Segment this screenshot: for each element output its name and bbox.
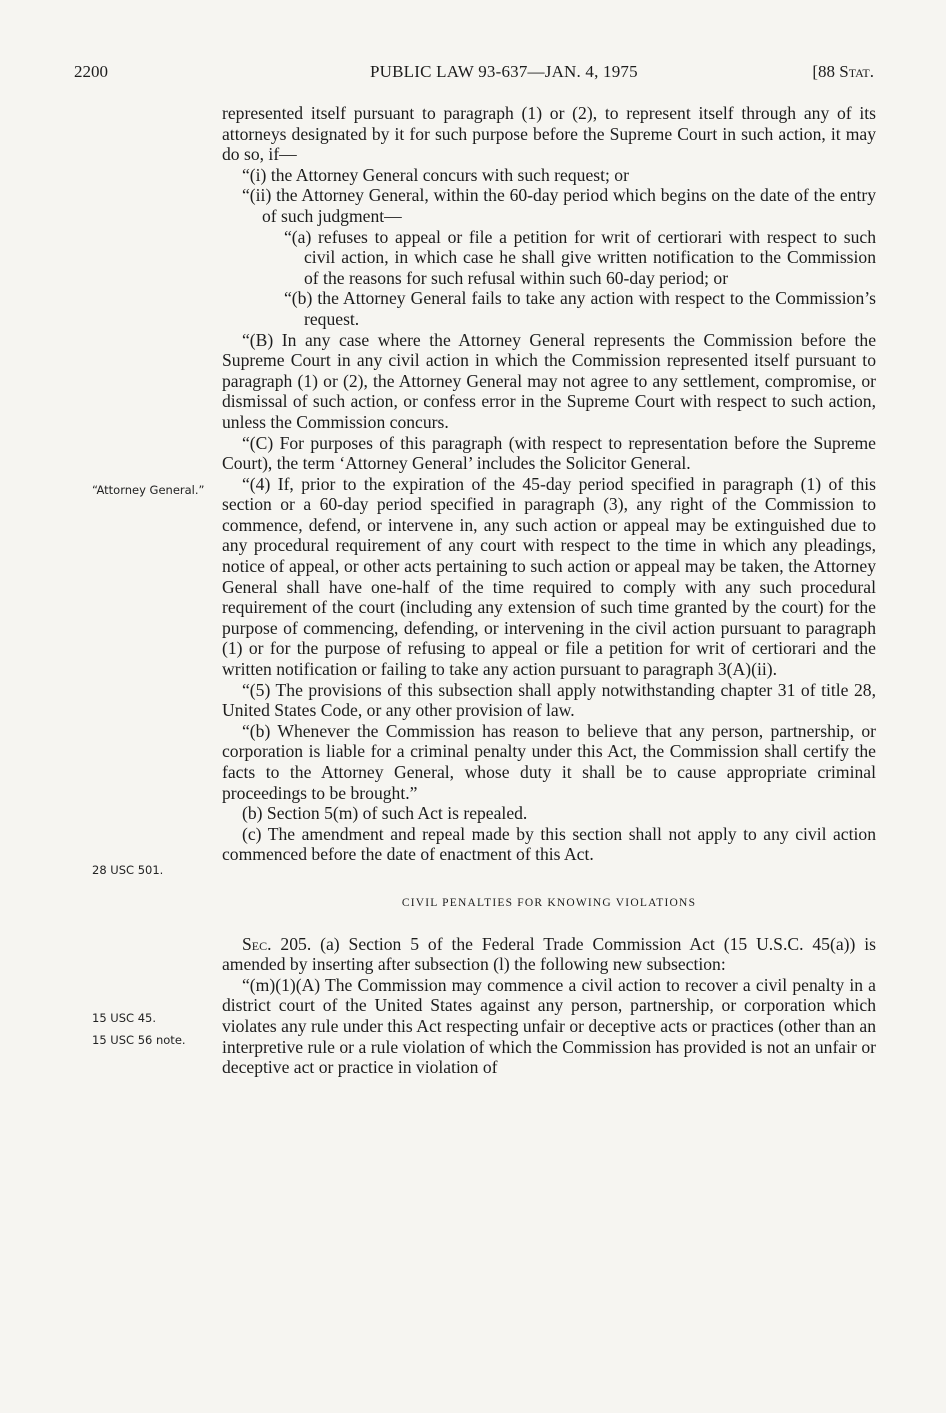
paragraph: represented itself pursuant to paragraph (1) or (2), to represent itself through any of its attorneys designated by it for such purpose before the Supreme Court in such action, it may do so, if— — [222, 103, 876, 165]
section-heading: CIVIL PENALTIES FOR KNOWING VIOLATIONS — [401, 896, 697, 909]
paragraph: “(4) If, prior to the expiration of the 45-day period specified in paragraph (1) of this section or a 60-day period specified in paragraph (3), any right of the Commission to commence, defend, or intervene in, any such action or appeal may be extinguished due to any procedural requirement of any court with respect to the time in which any pleadings, notice of appeal, or other acts pertaining to such action or appeal may be taken, the Attorney General shall have one-half of the time required to comply with any such procedural requirement of the court (including any extension of such time granted by the court) for the purpose of commencing, defending, or intervening in the civil action pursuant to paragraph (1) or for the purpose of refusing to appeal or file a petition for writ of certiorari and the written notification or failing to take any action pursuant to paragraph 3(A)(ii). — [222, 473, 876, 680]
paragraph: “(m)(1)(A) The Commission may commence a civil action to recover a civil penalty in a district court of the United States against any person, partnership, or corporation which violates any rule under this Act respecting unfair or deceptive acts or practices (other than an interpretive rule or a rule violation of which the Commission has provided is not an unfair or deceptive act or practice in violation of — [222, 974, 876, 1078]
page-title: PUBLIC LAW 93-637—JAN. 4, 1975 — [370, 62, 638, 81]
body-text — [222, 103, 876, 1078]
margin-note-15-usc-56: 15 USC 56 note. — [92, 1033, 186, 1047]
paragraph: “(i) the Attorney General concurs with such request; or — [242, 164, 629, 185]
margin-note-15-usc-45: 15 USC 45. — [92, 1011, 156, 1025]
paragraph: “(b) the Attorney General fails to take any action with respect to the Commission’s request. — [284, 288, 876, 329]
page-number: 2200 — [74, 62, 108, 81]
paragraph: Sec. 205. (a) Section 5 of the Federal Trade Commission Act (15 U.S.C. 45(a)) is amended by inserting after subsection (l) the following new subsection: — [222, 933, 876, 975]
page-header — [74, 62, 874, 86]
paragraph: “(C) For purposes of this paragraph (with respect to representation before the Supreme Court), the term ‘Attorney General’ includes the Solicitor General. — [222, 432, 876, 474]
paragraph: “(B) In any case where the Attorney General represents the Commission before the Supreme Court in any civil action in which the Commission represented itself pursuant to paragraph (1) or (2), the Attorney General may not agree to any settlement, compromise, or dismissal of such action, or confess error in the Supreme Court with respect to such action, unless the Commission concurs. — [222, 329, 876, 432]
paragraph: “(b) Whenever the Commission has reason to believe that any person, partnership, or corporation is liable for a criminal penalty under this Act, the Commission shall certify the facts to the Attorney General, whose duty it shall be to cause appropriate criminal proceedings to be brought.” — [222, 720, 876, 803]
paragraph: (b) Section 5(m) of such Act is repealed. — [242, 803, 528, 824]
margin-note-28-usc-501: 28 USC 501. — [92, 863, 164, 877]
margin-note-attorney-general: “Attorney General.” — [92, 483, 205, 497]
section-label: Sec. — [242, 933, 272, 954]
statute-reference: [88 Stat. — [812, 62, 874, 81]
paragraph: “(ii) the Attorney General, within the 60-day period which begins on the date of the entry of such judgment— — [242, 185, 876, 226]
paragraph: “(5) The provisions of this subsection shall apply notwithstanding chapter 31 of title 28, United States Code, or any other provision of law. — [222, 679, 876, 721]
paragraph: “(a) refuses to appeal or file a petition for writ of certiorari with respect to such civil action, in which case he shall give written notification to the Commission of the reasons for such refusal within such 60-day period; or — [284, 226, 876, 288]
paragraph: (c) The amendment and repeal made by this section shall not apply to any civil action commenced before the date of enactment of this Act. — [222, 823, 876, 865]
